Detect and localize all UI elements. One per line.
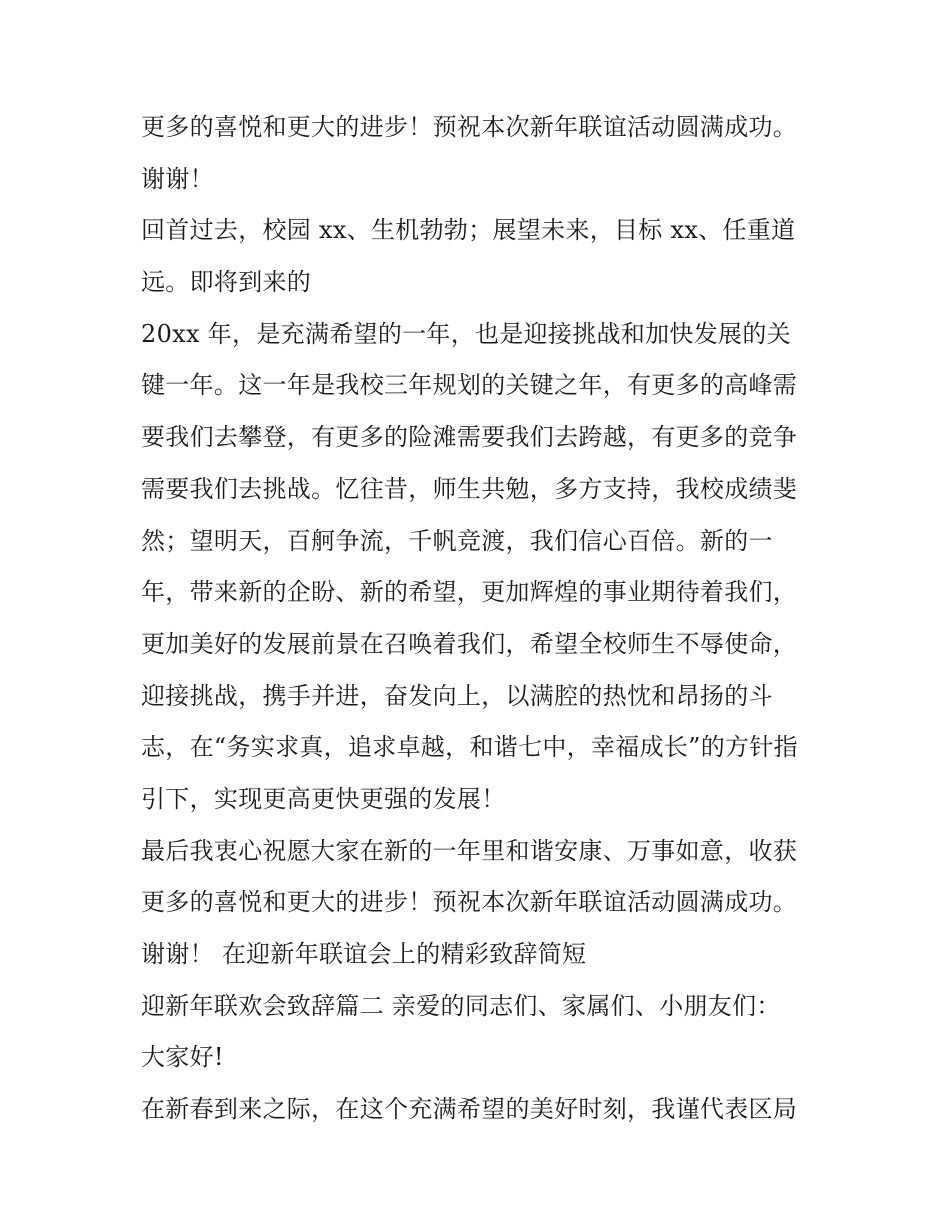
- text-line: 更多的喜悦和更大的进步！预祝本次新年联谊活动圆满成功。: [141, 113, 798, 141]
- text-line: 回首过去，校园 xx、生机勃勃；展望未来，目标 xx、任重道: [141, 216, 796, 245]
- text-line: 志，在“务实求真，追求卓越，和谐七中，幸福成长”的方针指: [141, 733, 798, 762]
- text-line: 然；望明天，百舸争流，千帆竞渡，我们信心百倍。新的一: [141, 526, 773, 555]
- text-line: 年，带来新的企盼、新的希望，更加辉煌的事业期待着我们，: [141, 578, 798, 607]
- text-line: 更多的喜悦和更大的进步！预祝本次新年联谊活动圆满成功。: [141, 888, 798, 917]
- text-line: 迎接挑战，携手并进，奋发向上，以满腔的热忱和昂扬的斗: [141, 681, 773, 710]
- text-line: 大家好!: [141, 1043, 224, 1072]
- text-line: 要我们去攀登，有更多的险滩需要我们去跨越，有更多的竞争: [141, 423, 798, 452]
- text-line: 键一年。这一年是我校三年规划的关键之年，有更多的高峰需: [141, 371, 798, 400]
- text-line: 迎新年联欢会致辞篇二 亲爱的同志们、家属们、小朋友们：: [141, 991, 781, 1020]
- text-line: 需要我们去挑战。忆往昔，师生共勉，多方支持，我校成绩斐: [141, 474, 798, 503]
- text-line: 谢谢！ 在迎新年联谊会上的精彩致辞简短: [141, 940, 587, 968]
- text-line: 20xx 年，是充满希望的一年，也是迎接挑战和加快发展的关: [141, 319, 791, 348]
- text-line: 最后我衷心祝愿大家在新的一年里和谐安康、万事如意，收获: [141, 836, 798, 865]
- text-line: 谢谢！: [141, 164, 214, 193]
- text-line: 在新春到来之际，在这个充满希望的美好时刻，我谨代表区局: [141, 1095, 798, 1124]
- text-line: 远。即将到来的: [141, 268, 312, 297]
- document-body: [141, 107, 841, 1141]
- text-line: 引下，实现更高更快更强的发展！: [141, 784, 506, 813]
- text-line: 更加美好的发展前景在召唤着我们，希望全校师生不辱使命，: [141, 629, 798, 658]
